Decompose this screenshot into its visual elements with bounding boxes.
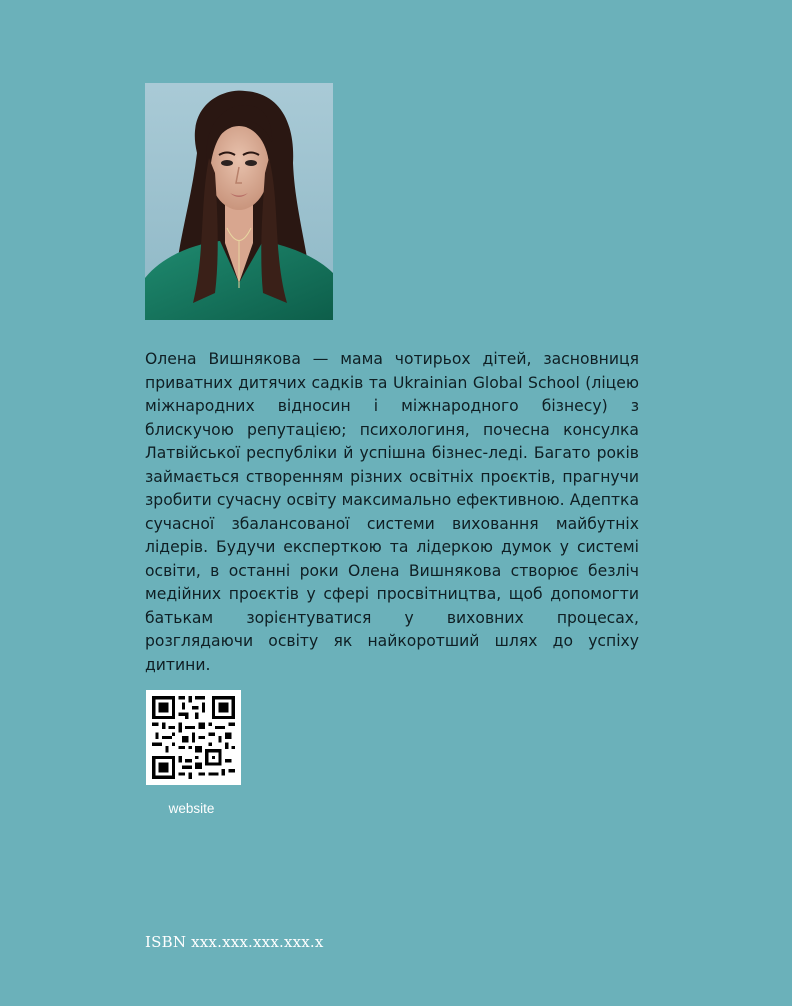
author-photo [145, 83, 333, 320]
author-biography: Олена Вишнякова — мама чотирьох дітей, засновниця приватних дитячих садків та Ukrainian Global School (ліцею міжнародних відносин і міжнародного бізнесу) з блискучою репутацією; психологиня, почесна консулка Латвійської республіки й успішна бізнес-леді. Багато років займається створенням різних освітніх проєктів, прагнучи зробити сучасну освіту максимально ефективною. Адептка сучасної збалансованої системи виховання майбутніх лідерів. Будучи експерткою та лідеркою думок у системі освіти, в останні роки Олена Вишнякова створює безліч медійних проєктів у сфері просвітництва, щоб допомогти батькам зорієнтуватися у виховних процесах, розглядаючи освіту як найкоротший шлях до успіху дитини. [145, 350, 639, 674]
qr-code-icon [152, 696, 235, 779]
qr-code[interactable] [146, 690, 241, 785]
author-portrait-illustration [145, 83, 333, 320]
isbn-number: ISBN xxx.xxx.xxx.xxx.x [145, 933, 324, 951]
qr-caption: website [168, 801, 215, 816]
